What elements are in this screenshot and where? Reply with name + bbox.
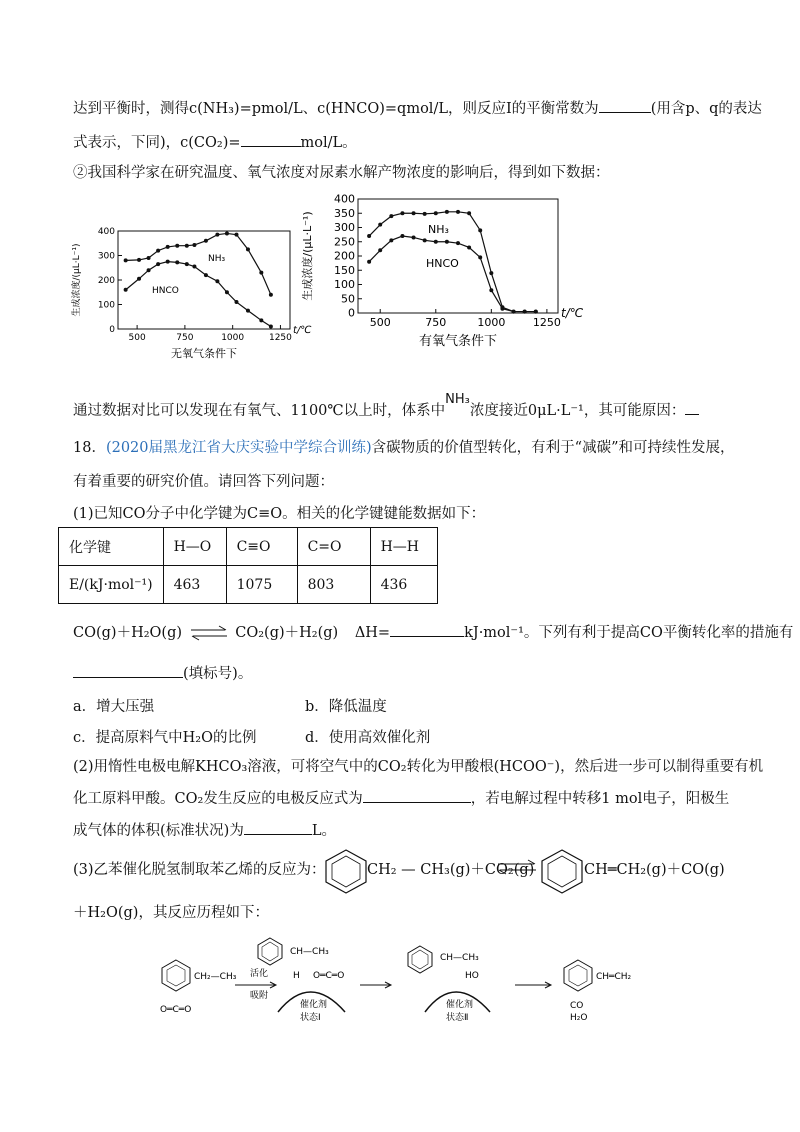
reaction-mechanism-diagram — [150, 930, 650, 1030]
y-tick-label: 200 — [97, 276, 115, 286]
data-point — [225, 231, 229, 235]
data-point — [367, 234, 371, 238]
mech-byp2: H₂O — [570, 1013, 588, 1023]
data-point — [434, 211, 438, 215]
data-point — [185, 262, 189, 266]
conclusion-line — [73, 392, 699, 422]
y-tick-label: 400 — [97, 227, 115, 237]
y-tick-label: 350 — [334, 206, 355, 220]
mech-cat1: 催化剂 — [300, 1000, 328, 1010]
data-point — [389, 214, 393, 218]
x-tick-label: 750 — [176, 333, 194, 343]
p2-b2: ，若电解过程中转移1 mol电子，阳极生 — [470, 791, 730, 807]
data-point — [378, 223, 382, 227]
data-point — [259, 318, 263, 322]
line2-b: mol/L。 — [300, 135, 357, 151]
data-point — [367, 260, 371, 264]
plot-frame — [358, 199, 558, 313]
data-point — [204, 273, 208, 277]
mech-reactant: CH₂—CH₃ — [194, 972, 237, 982]
data-point — [478, 228, 482, 232]
data-point — [246, 309, 250, 313]
series-label: HNCO — [152, 286, 179, 296]
conclusion-a: 通过数据对比可以发现在有氧气、1100℃以上时，体系中 — [73, 403, 446, 419]
option-b[interactable]: b．降低温度 — [305, 699, 387, 715]
data-point — [445, 240, 449, 244]
benzene-ring-icon — [408, 946, 432, 973]
data-point — [489, 288, 493, 292]
data-point — [523, 310, 527, 314]
data-point — [259, 271, 263, 275]
data-point — [434, 240, 438, 244]
line1-tail: (用含p、q的表达 — [650, 101, 762, 117]
data-point — [137, 258, 141, 262]
data-point — [192, 243, 196, 247]
series-label: HNCO — [426, 257, 459, 270]
data-point — [269, 325, 273, 329]
data-point — [467, 245, 471, 249]
table-cell: H—O — [163, 528, 226, 566]
table-header-row — [59, 528, 438, 566]
data-point — [378, 248, 382, 252]
table-cell: 463 — [163, 566, 226, 604]
data-point — [423, 238, 427, 242]
product-text: CH═CH₂(g)＋CO(g) — [584, 862, 725, 878]
benzene-ring-icon — [258, 938, 282, 965]
part3-intro: (3)乙苯催化脱氢制取苯乙烯的反应为： — [73, 862, 326, 878]
data-point — [269, 293, 273, 297]
equation-left: CO(g)＋H₂O(g) — [73, 625, 183, 641]
table-cell: 1075 — [226, 566, 297, 604]
mech-cat2: 催化剂 — [446, 1000, 474, 1010]
data-point — [234, 300, 238, 304]
series-label: NH₃ — [428, 223, 449, 236]
mech-int1-h: H — [293, 971, 300, 981]
option-a[interactable]: a．增大压强 — [73, 699, 155, 715]
mech-state1: 状态Ⅰ — [300, 1013, 321, 1023]
y-tick-label: 100 — [97, 300, 115, 311]
data-point — [246, 247, 250, 251]
equation-right: CO₂(g)＋H₂(g) — [235, 625, 339, 641]
answer-blank[interactable] — [244, 820, 312, 835]
q18-a: 含碳物质的价值型转化，有利于“减碳”和可持续性发展， — [371, 440, 735, 456]
text-line-2 — [73, 132, 357, 153]
x-tick-label: 500 — [369, 316, 391, 329]
x-axis-label: t/℃ — [293, 325, 312, 336]
option-c[interactable]: c．提高原料气中H₂O的比例 — [73, 730, 257, 746]
benzene-ring-icon — [162, 960, 190, 991]
data-point — [445, 210, 449, 214]
chart-no-oxygen — [70, 225, 312, 370]
data-point — [412, 211, 416, 215]
chart-with-oxygen — [300, 185, 605, 370]
line2-a: 式表示，下同)，c(CO₂)= — [73, 135, 241, 151]
y-tick-label: 250 — [334, 235, 355, 249]
data-point — [225, 290, 229, 294]
x-tick-label: 1250 — [268, 333, 292, 343]
part1-intro: (1)已知CO分子中化学键为C≡O。相关的化学键键能数据如下： — [73, 506, 486, 522]
x-tick-label: 500 — [128, 333, 146, 343]
data-point — [215, 279, 219, 283]
data-point — [389, 238, 393, 242]
data-point — [534, 310, 538, 314]
y-tick-label: 0 — [348, 306, 355, 320]
series-label: NH₃ — [208, 254, 226, 264]
equation-unit: kJ·mol⁻¹。下列有利于提高CO平衡转化率的措施有 — [464, 625, 794, 641]
option-d[interactable]: d．使用高效催化剂 — [305, 730, 431, 746]
data-point — [412, 235, 416, 239]
data-point — [234, 233, 238, 237]
bond-energy-table — [58, 527, 438, 604]
data-point — [400, 234, 404, 238]
p2-c1: 成气体的体积(标准状况)为 — [73, 823, 244, 839]
data-point — [423, 212, 427, 216]
data-point — [215, 233, 219, 237]
data-point — [124, 288, 128, 292]
table-row — [59, 566, 438, 604]
y-tick-label: 150 — [334, 263, 355, 277]
table-cell: E/(kJ·mol⁻¹) — [59, 566, 164, 604]
y-axis-label: 生成浓度/(μL·L⁻¹) — [72, 243, 82, 317]
data-point — [185, 244, 189, 248]
mech-int2: CH—CH₃ — [440, 953, 479, 963]
answer-blank[interactable] — [73, 663, 183, 678]
question-number: 18． — [73, 440, 106, 456]
mech-product: CH═CH₂ — [596, 972, 632, 982]
x-tick-label: 1250 — [532, 316, 561, 329]
data-point — [166, 245, 170, 249]
y-tick-label: 100 — [334, 278, 355, 292]
data-point — [456, 210, 460, 214]
data-point — [147, 268, 151, 272]
data-point — [147, 256, 151, 260]
data-point — [166, 260, 170, 264]
text-line-1 — [73, 98, 762, 119]
conclusion-b: 浓度接近0μL·L⁻¹，其可能原因： — [469, 403, 686, 419]
mech-step1: 活化 — [250, 969, 269, 979]
line1-text: 达到平衡时，测得c(NH₃)=pmol/L、c(HNCO)=qmol/L，则反应Ⅰ的平衡常数为 — [73, 101, 599, 117]
chart-title: 有氧气条件下 — [418, 334, 498, 349]
y-tick-label: 200 — [334, 249, 355, 263]
answer-blank[interactable] — [241, 132, 301, 147]
x-tick-label: 1000 — [477, 316, 506, 329]
data-point — [175, 244, 179, 248]
data-point — [175, 260, 179, 264]
question-source: (2020届黑龙江省大庆实验中学综合训练) — [105, 440, 372, 456]
part2-line3 — [73, 820, 336, 841]
benzene-ring-icon — [532, 846, 592, 892]
mech-int2-ho: HO — [465, 971, 479, 981]
x-tick-label: 1000 — [221, 333, 245, 343]
table-cell: C=O — [297, 528, 370, 566]
data-point — [489, 271, 493, 275]
x-tick-label: 750 — [425, 316, 447, 329]
benzene-ring-icon — [564, 960, 592, 991]
series-line-hnco — [369, 236, 536, 312]
data-point — [478, 255, 482, 259]
answer-blank[interactable] — [390, 622, 464, 637]
data-point — [156, 262, 160, 266]
mech-co2: O═C═O — [160, 1005, 192, 1015]
fill-line — [73, 663, 252, 684]
y-tick-label: 0 — [109, 325, 115, 335]
part3-line2: ＋H₂O(g)，其反应历程如下： — [73, 905, 269, 921]
data-point — [204, 239, 208, 243]
x-axis-label: t/℃ — [561, 306, 584, 320]
chart-title: 无氧气条件下 — [171, 347, 237, 360]
y-axis-label: 生成浓度/(μL·L⁻¹) — [301, 211, 314, 301]
answer-blank[interactable] — [685, 400, 699, 415]
table-cell: 化学键 — [59, 528, 164, 566]
question-18-line2: 有着重要的研究价值。请回答下列问题： — [73, 474, 334, 490]
mech-int1-co2: O═C═O — [313, 971, 345, 981]
part2-line1: (2)用惰性电极电解KHCO₃溶液，可将空气中的CO₂转化为甲酸根(HCOO⁻)，然后进一步可以制得重要有机 — [73, 759, 764, 775]
question-18-line1 — [73, 438, 735, 458]
y-tick-label: 300 — [97, 251, 115, 262]
data-point — [467, 211, 471, 215]
y-tick-label: 50 — [341, 292, 355, 306]
mech-state2: 状态Ⅱ — [446, 1013, 469, 1023]
data-point — [512, 310, 516, 314]
delta-h-label: ΔH= — [354, 625, 391, 641]
mech-int1: CH—CH₃ — [290, 947, 329, 957]
data-point — [137, 277, 141, 281]
equilibrium-arrow-icon — [189, 626, 229, 640]
nh3-formula: NH₃ — [445, 392, 470, 407]
answer-blank[interactable] — [363, 788, 471, 803]
part2-line2 — [73, 788, 729, 809]
y-tick-label: 300 — [334, 221, 355, 235]
data-point — [500, 307, 504, 311]
table-cell: C≡O — [226, 528, 297, 566]
data-point — [192, 265, 196, 269]
p2-b1: 化工原料甲酸。CO₂发生反应的电极反应式为 — [73, 791, 363, 807]
mech-byp1: CO — [570, 1001, 584, 1011]
p2-c2: L。 — [311, 823, 336, 839]
reactant-text: CH₂ — CH₃(g)＋CO₂(g) — [367, 862, 535, 878]
fill-tail: (填标号)。 — [183, 666, 253, 682]
answer-blank[interactable] — [599, 98, 651, 113]
y-tick-label: 400 — [334, 192, 355, 206]
table-cell: 803 — [297, 566, 370, 604]
data-point — [456, 241, 460, 245]
table-cell: H—H — [370, 528, 437, 566]
text-line-3: ②我国科学家在研究温度、氧气浓度对尿素水解产物浓度的影响后，得到如下数据： — [73, 165, 610, 181]
data-point — [124, 258, 128, 262]
data-point — [156, 249, 160, 253]
mech-step1b: 吸附 — [250, 991, 269, 1001]
series-line-nh3 — [126, 233, 271, 294]
table-cell: 436 — [370, 566, 437, 604]
equation-line — [73, 622, 793, 643]
data-point — [400, 211, 404, 215]
